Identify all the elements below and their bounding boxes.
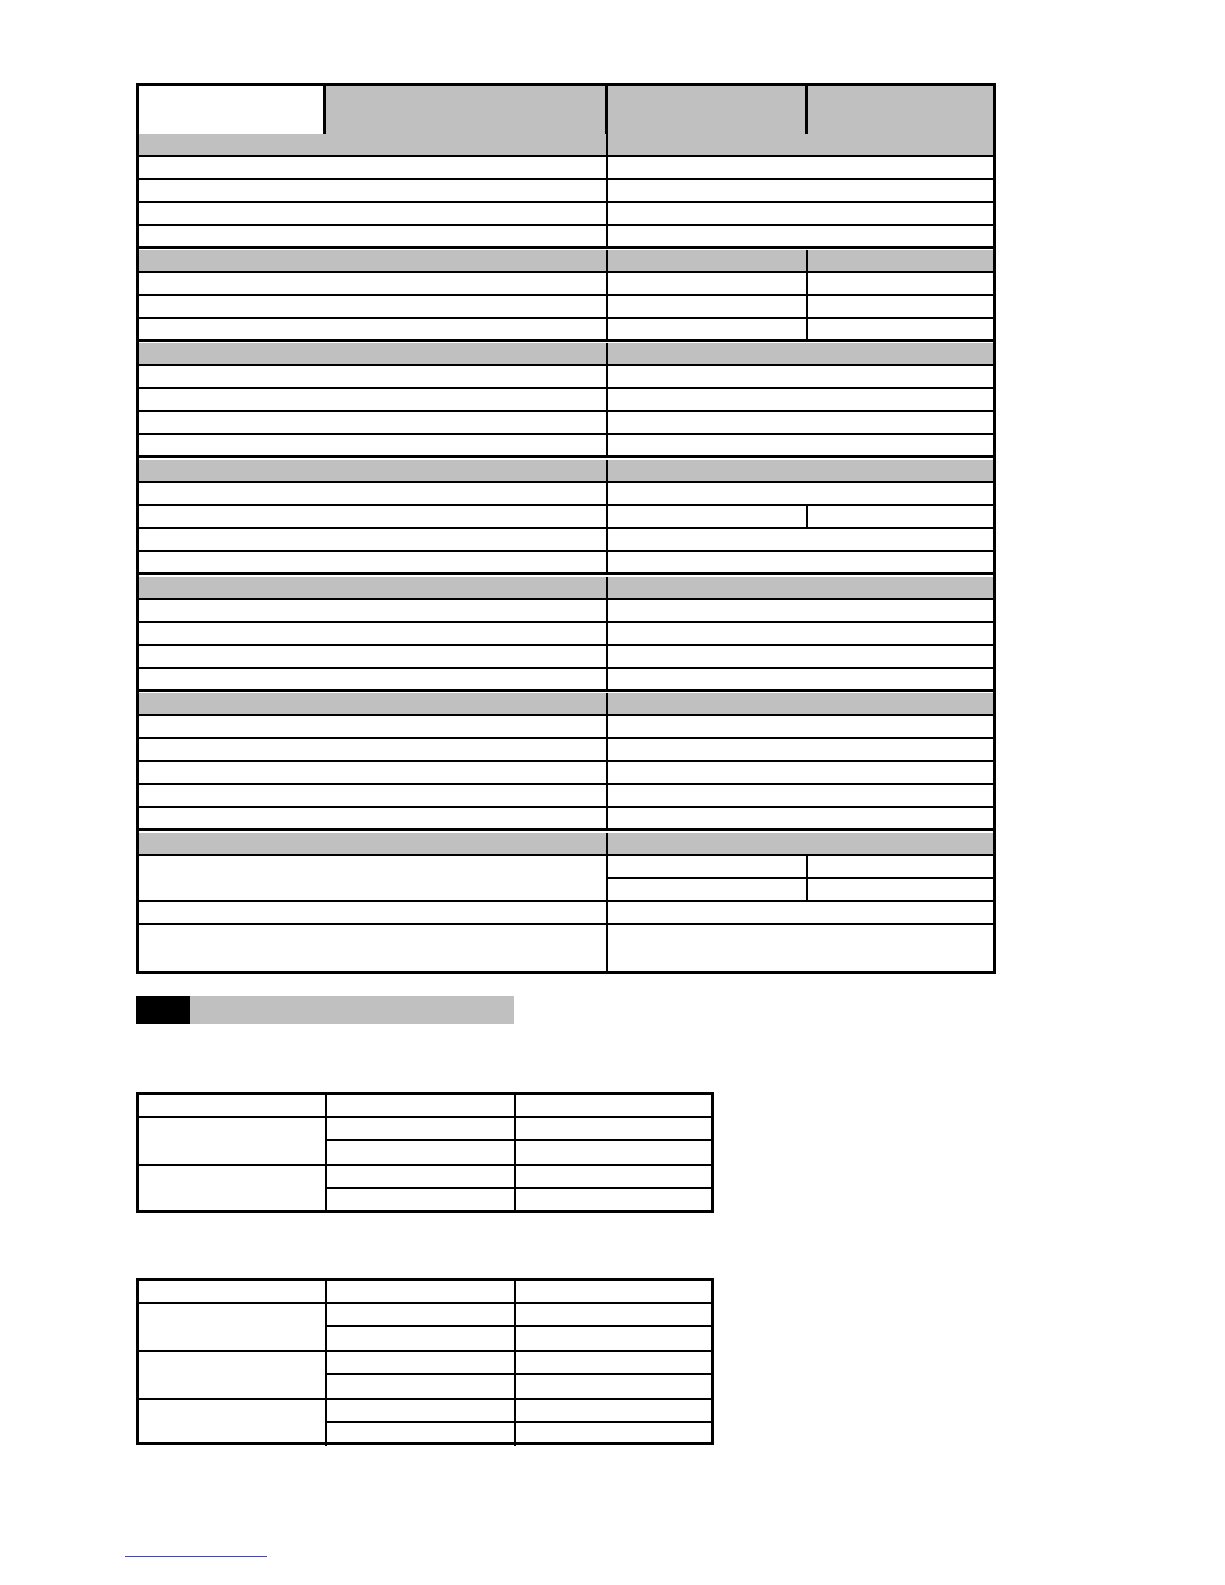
band-label (139, 577, 608, 598)
cell (516, 1189, 711, 1212)
row-value (608, 808, 993, 828)
spec-section (139, 693, 993, 831)
row-value (608, 273, 808, 294)
table-row (139, 646, 993, 669)
spec-section (139, 577, 993, 692)
section-band (139, 343, 993, 366)
row-value (808, 879, 993, 900)
row-label (139, 623, 608, 644)
row-label (139, 296, 608, 317)
row-value (608, 389, 993, 410)
row-value (608, 552, 993, 572)
table-row (139, 296, 993, 319)
table-row (327, 1352, 711, 1375)
group-key (139, 1400, 327, 1446)
spec-section (139, 460, 993, 575)
table-row (139, 506, 993, 529)
header-cell (327, 1281, 516, 1302)
row-label (139, 273, 608, 294)
band-value (608, 833, 993, 854)
row-label (139, 435, 608, 455)
table-row (139, 180, 993, 203)
section-marker-block (136, 996, 190, 1024)
band-value (608, 343, 993, 364)
cell (516, 1375, 711, 1398)
table-b (136, 1278, 714, 1445)
row-label (139, 506, 608, 527)
table-row (139, 273, 993, 296)
row-label (139, 856, 608, 900)
group-key (139, 1304, 327, 1350)
row-value (608, 366, 993, 387)
cell (327, 1352, 516, 1373)
band-value (608, 250, 808, 271)
cell (516, 1166, 711, 1187)
row-label (139, 366, 608, 387)
table-row (327, 1304, 711, 1327)
table-row (327, 1166, 711, 1189)
table-row (139, 716, 993, 739)
table-row (327, 1400, 711, 1423)
spec-section (139, 250, 993, 342)
header-cell (327, 1095, 516, 1116)
band-label (139, 833, 608, 854)
section-band (139, 460, 993, 483)
row-label (139, 157, 608, 178)
row-group (139, 1400, 711, 1446)
row-value (808, 856, 993, 877)
spec-table (136, 83, 996, 974)
section-band (139, 577, 993, 600)
footer-link-rule[interactable] (125, 1556, 267, 1557)
band-value (608, 134, 993, 155)
table-row (139, 623, 993, 646)
table-header-row (139, 1095, 711, 1118)
spec-table-header (139, 86, 993, 137)
table-row (139, 226, 993, 249)
section-band (139, 693, 993, 716)
split-values (608, 856, 993, 900)
row-value (608, 785, 993, 806)
spec-section (139, 134, 993, 249)
table-row (139, 529, 993, 552)
cell (516, 1423, 711, 1446)
row-label (139, 203, 608, 224)
row-value (608, 226, 993, 246)
table-row (139, 483, 993, 506)
row-value (608, 600, 993, 621)
band-label (139, 250, 608, 271)
band-value (608, 460, 993, 481)
row-group (139, 1118, 711, 1166)
table-row (139, 412, 993, 435)
table-row (139, 902, 993, 925)
row-value (608, 669, 993, 689)
row-value (608, 739, 993, 760)
group-key (139, 1166, 327, 1212)
row-label (139, 669, 608, 689)
group-key (139, 1118, 327, 1164)
table-row (139, 808, 993, 831)
cell (516, 1304, 711, 1325)
header-cell (139, 1095, 327, 1116)
row-label (139, 552, 608, 572)
row-label (139, 808, 608, 828)
table-row (327, 1118, 711, 1141)
table-row (327, 1189, 711, 1212)
table-row (139, 389, 993, 412)
group-key (139, 1352, 327, 1398)
table-a (136, 1092, 714, 1213)
section-band (139, 250, 993, 273)
row-value (808, 319, 993, 339)
row-value (608, 879, 808, 900)
row-value (608, 856, 808, 877)
row-label (139, 902, 608, 923)
row-label (139, 739, 608, 760)
row-label (139, 483, 608, 504)
row-value (808, 296, 993, 317)
table-row (139, 739, 993, 762)
spec-section (139, 343, 993, 458)
band-value (608, 693, 993, 714)
row-label (139, 412, 608, 433)
cell (327, 1400, 516, 1421)
row-value (608, 157, 993, 178)
row-label (139, 319, 608, 339)
table-row (139, 319, 993, 342)
row-value (808, 506, 993, 527)
row-label (139, 762, 608, 783)
table-row (139, 600, 993, 623)
row-group (139, 1352, 711, 1400)
row-value (608, 296, 808, 317)
header-cell (516, 1281, 711, 1302)
row-label (139, 389, 608, 410)
cell (516, 1118, 711, 1139)
table-row (139, 785, 993, 808)
row-value (608, 180, 993, 201)
cell (327, 1375, 516, 1398)
row-value (608, 716, 993, 737)
row-value (608, 762, 993, 783)
row-value (608, 623, 993, 644)
band-label (139, 343, 608, 364)
cell (327, 1304, 516, 1325)
header-cell (516, 1095, 711, 1116)
table-row (327, 1423, 711, 1446)
row-value (608, 319, 808, 339)
table-row (139, 925, 993, 971)
row-value (608, 412, 993, 433)
row-group (139, 1304, 711, 1352)
table-row (139, 762, 993, 785)
spec-section (139, 833, 993, 971)
section-band (139, 833, 993, 856)
cell (327, 1189, 516, 1212)
table-row (139, 203, 993, 226)
cell (516, 1141, 711, 1164)
cell (327, 1166, 516, 1187)
row-label (139, 716, 608, 737)
header-cell (326, 86, 608, 134)
header-cell (808, 86, 993, 134)
cell (327, 1141, 516, 1164)
row-value (608, 435, 993, 455)
table-row (139, 157, 993, 180)
table-row (139, 366, 993, 389)
band-label (139, 134, 608, 155)
table-row (327, 1141, 711, 1164)
row-value (608, 902, 993, 923)
table-header-row (139, 1281, 711, 1304)
table-row (139, 856, 993, 902)
row-value (608, 506, 808, 527)
table-row (139, 435, 993, 458)
row-group (139, 1166, 711, 1212)
row-value (608, 483, 993, 504)
header-cell (139, 86, 326, 134)
table-row (327, 1327, 711, 1350)
cell (327, 1327, 516, 1350)
row-label (139, 226, 608, 246)
cell (516, 1400, 711, 1421)
table-row (327, 1375, 711, 1398)
row-label (139, 180, 608, 201)
cell (516, 1352, 711, 1373)
table-row (139, 669, 993, 692)
band-value (608, 577, 993, 598)
row-label (139, 785, 608, 806)
header-cell (139, 1281, 327, 1302)
row-value (608, 646, 993, 667)
row-label (139, 600, 608, 621)
row-value (808, 273, 993, 294)
row-value (608, 529, 993, 550)
row-value (608, 203, 993, 224)
band-value (808, 250, 993, 271)
band-label (139, 693, 608, 714)
section-band (139, 134, 993, 157)
cell (516, 1327, 711, 1350)
row-label (139, 646, 608, 667)
band-label (139, 460, 608, 481)
header-cell (608, 86, 808, 134)
section-marker-bar (190, 996, 514, 1024)
cell (327, 1118, 516, 1139)
row-label (139, 925, 608, 971)
row-value (608, 925, 993, 971)
table-row (139, 552, 993, 575)
cell (327, 1423, 516, 1446)
row-label (139, 529, 608, 550)
